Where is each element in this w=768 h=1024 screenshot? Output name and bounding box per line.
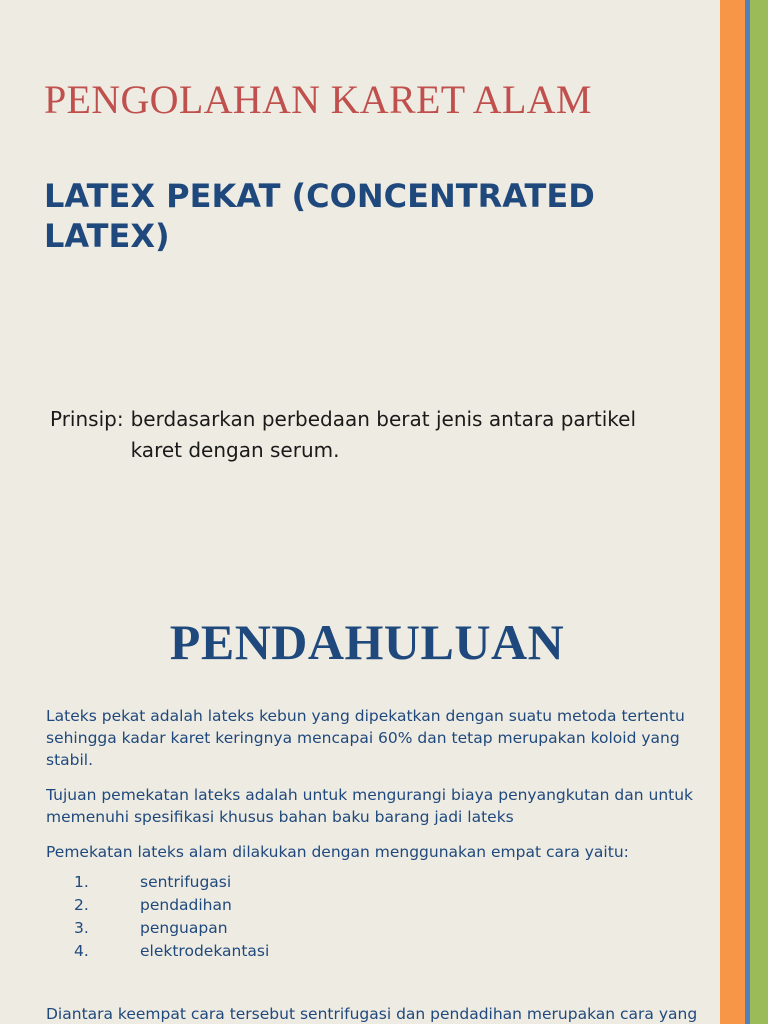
list-item-label: penguapan — [140, 919, 228, 937]
principle-text: berdasarkan perbedaan berat jenis antara partikel karet dengan serum. — [130, 407, 636, 462]
slide-2 — [0, 577, 768, 1024]
principle-label: Prinsip: — [50, 407, 124, 431]
list-item — [46, 894, 696, 917]
paragraph-definition: Lateks pekat adalah lateks kebun yang dipekatkan dengan suatu metoda tertentu sehingga kadar karet keringnya mencapai 60% dan tetap merupakan koloid yang stabil. — [46, 707, 685, 769]
orange-stripe — [720, 0, 745, 577]
green-stripe — [750, 577, 768, 1024]
paragraph-methods-intro: Pemekatan lateks alam dilakukan dengan menggunakan empat cara yaitu: — [46, 843, 629, 861]
list-item-number: 3. — [74, 919, 89, 937]
list-item-label: pendadihan — [140, 896, 232, 914]
methods-list — [46, 871, 696, 963]
principle-statement — [50, 404, 690, 466]
slide-2-body — [46, 705, 696, 1024]
slide-2-title: PENDAHULUAN — [169, 614, 565, 670]
slide-1-title: PENGOLAHAN KARET ALAM — [44, 77, 592, 122]
list-item-number: 2. — [74, 896, 89, 914]
list-item — [46, 917, 696, 940]
list-item — [46, 940, 696, 963]
list-item-label: sentrifugasi — [140, 873, 232, 891]
slide-1-subtitle: LATEX PEKAT (CONCENTRATED LATEX) — [44, 177, 595, 255]
paragraph-closing: Diantara keempat cara tersebut sentrifugasi dan pendadihan merupakan cara yang — [46, 1005, 698, 1023]
accent-stripes — [720, 0, 768, 577]
green-stripe — [750, 0, 768, 577]
list-item-number: 4. — [74, 942, 89, 960]
list-item — [46, 871, 696, 894]
paragraph-purpose: Tujuan pemekatan lateks adalah untuk mengurangi biaya penyangkutan dan untuk memenuhi spesifikasi khusus bahan baku barang jadi lateks — [46, 786, 694, 826]
list-item-label: elektrodekantasi — [140, 942, 270, 960]
list-item-number: 1. — [74, 873, 89, 891]
